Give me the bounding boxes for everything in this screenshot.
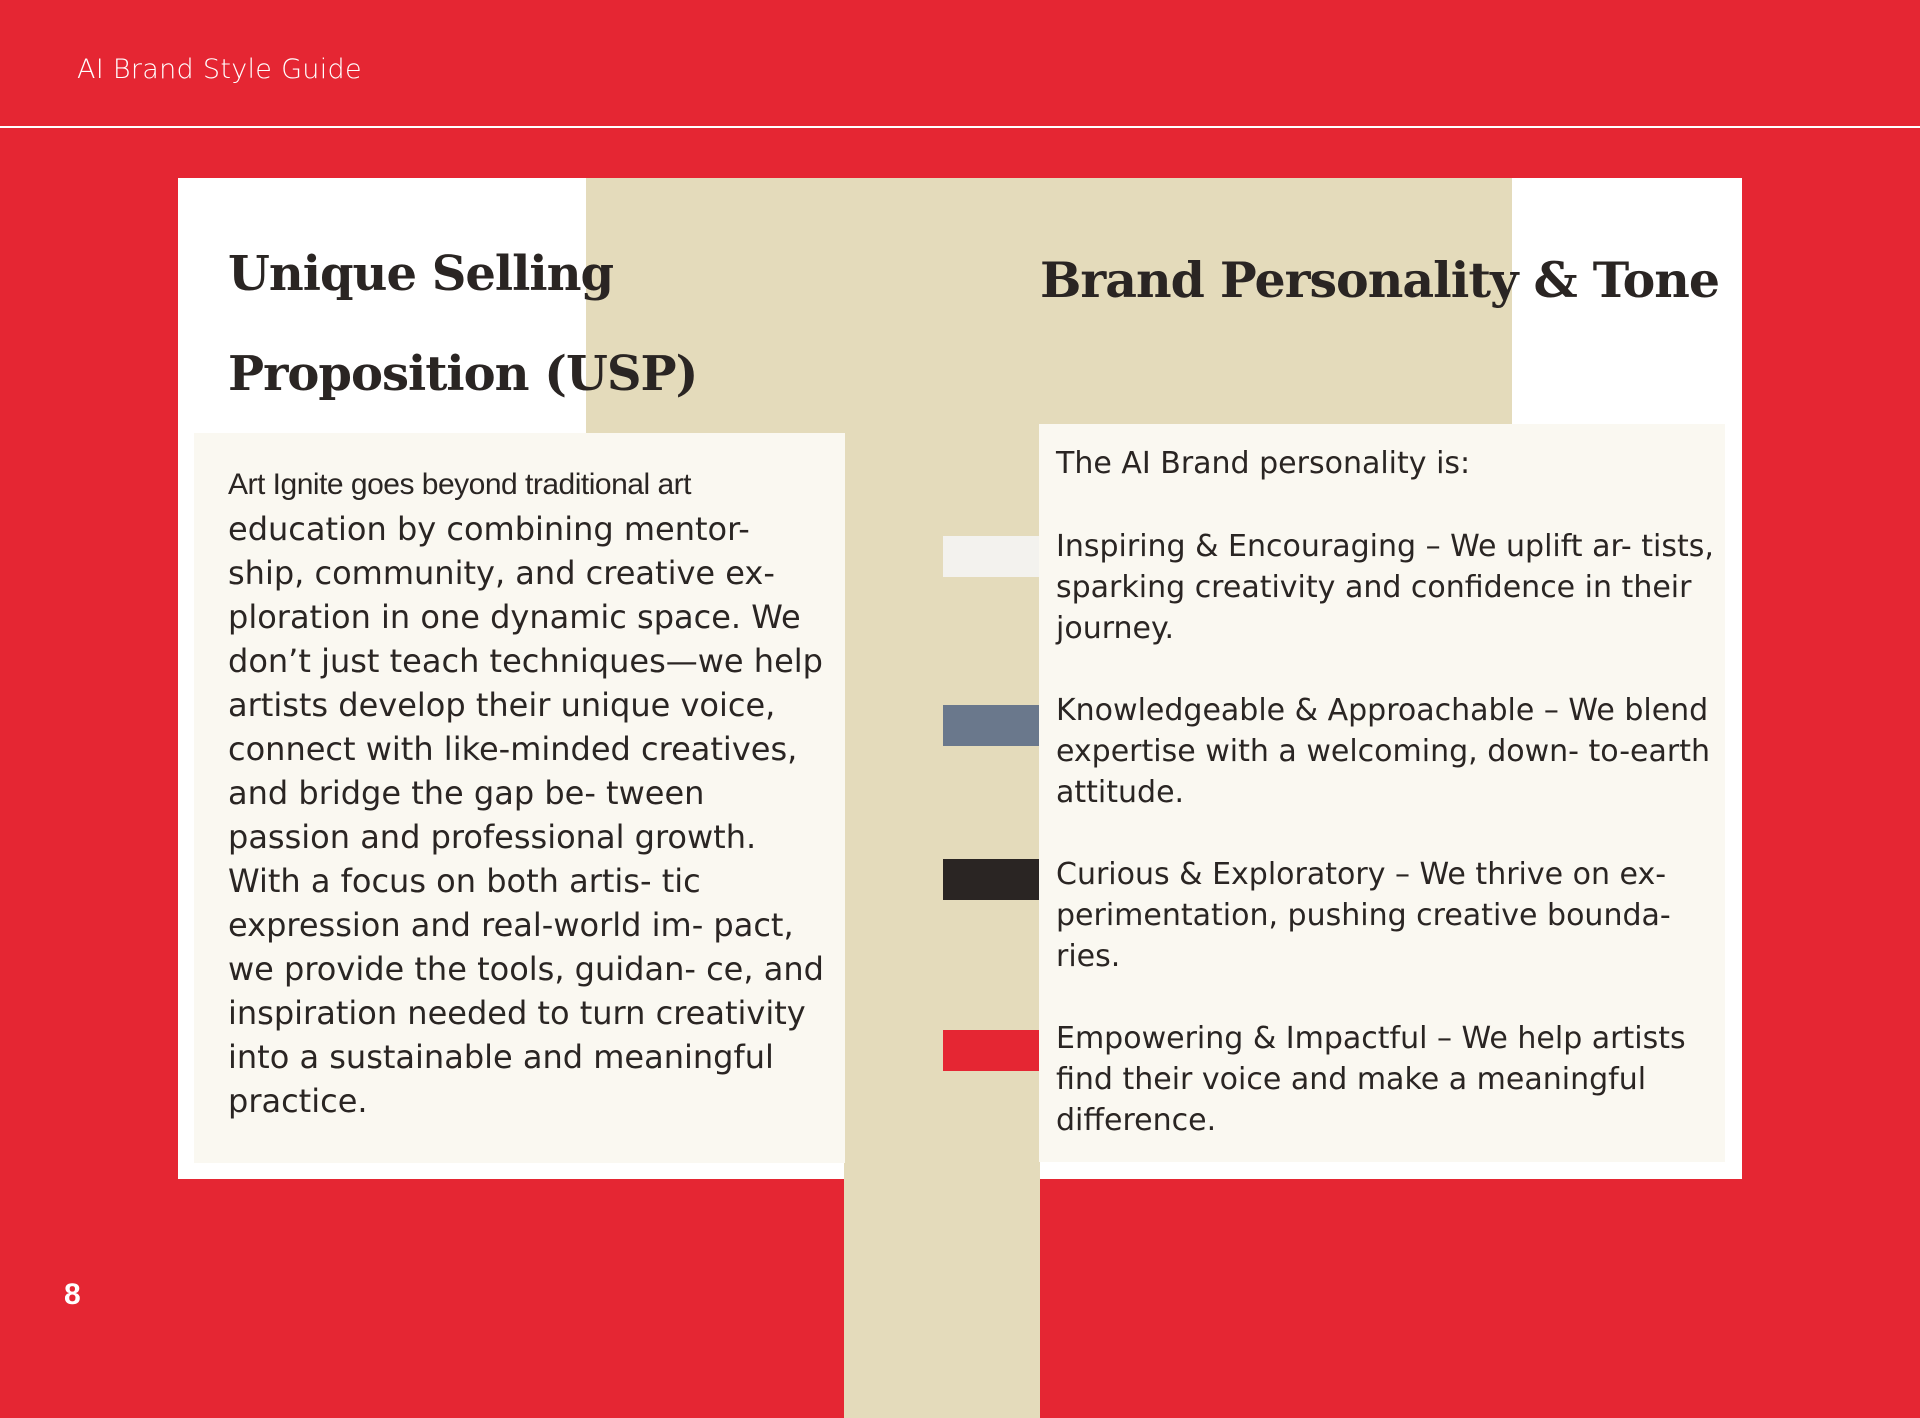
brand-personality-box bbox=[1039, 424, 1725, 1162]
document-header-title: AI Brand Style Guide bbox=[77, 54, 362, 85]
trait-knowledgeable: Knowledgeable & Approachable – We blend expertise with a welcoming, down- to-earth attitude. bbox=[1056, 693, 1710, 810]
usp-text-box bbox=[194, 433, 845, 1163]
usp-body bbox=[228, 463, 828, 1123]
trait-empowering: Empowering & Impactful – We help artists find their voice and make a meaningful difference. bbox=[1056, 1021, 1686, 1138]
brand-personality-intro: The AI Brand personality is: bbox=[1056, 446, 1471, 481]
content-card bbox=[178, 178, 1742, 1179]
brand-personality-heading: Brand Personality & Tone bbox=[1040, 251, 1720, 309]
header-divider bbox=[0, 126, 1920, 128]
usp-heading-line1: Unique Selling bbox=[228, 246, 614, 302]
usp-heading-line2: Proposition (USP) bbox=[228, 346, 698, 402]
page-number: 8 bbox=[64, 1278, 81, 1311]
trait-curious: Curious & Exploratory – We thrive on ex- perimentation, pushing creative bounda- ries. bbox=[1056, 857, 1671, 974]
color-swatch-red bbox=[943, 1030, 1039, 1071]
trait-inspiring: Inspiring & Encouraging – We uplift ar- tists, sparking creativity and confidence in their journey. bbox=[1056, 529, 1714, 646]
color-swatch-light bbox=[943, 536, 1039, 577]
beige-accent-panel-center bbox=[844, 433, 1040, 1418]
usp-body-text: education by combining mentor- ship, community, and creative ex- ploration in one dynamic space. We don’t just teach techniques—we help artists develop their unique voice, connect with like-minded creatives, and bridge the gap be- tween passion and professional growth. With a focus on both artis- tic expression and real-world im- pact, we provide the tools, guidan- ce, and inspiration needed to turn creativity into a sustainable and meaningful practice. bbox=[228, 510, 824, 1120]
color-swatch-dark bbox=[943, 859, 1039, 900]
usp-heading bbox=[228, 224, 748, 424]
color-swatch-slate bbox=[943, 705, 1039, 746]
usp-body-first-line: Art Ignite goes beyond traditional art bbox=[228, 468, 691, 501]
